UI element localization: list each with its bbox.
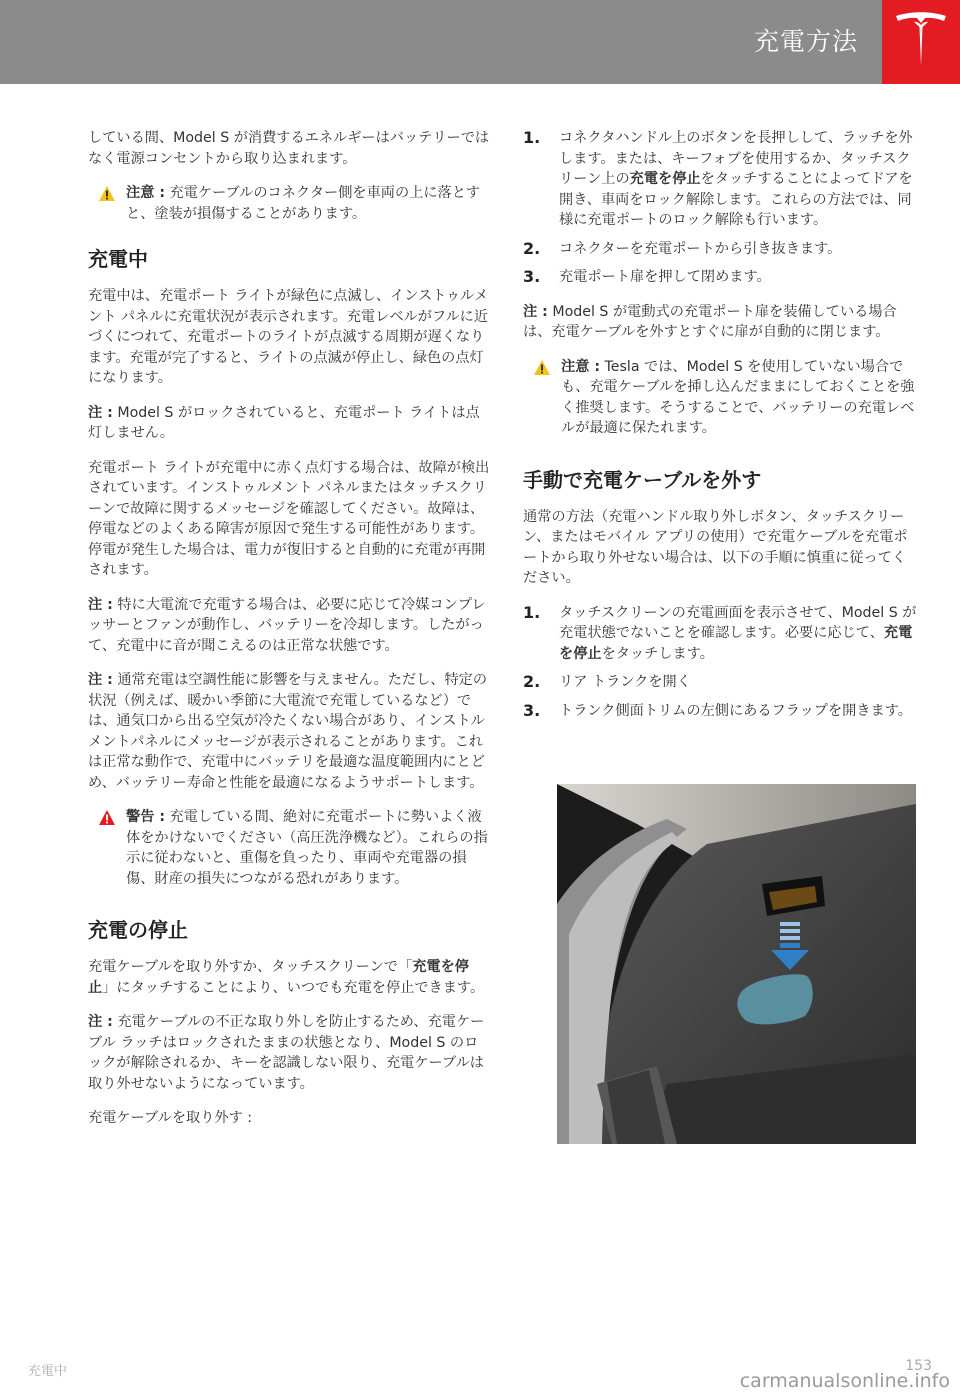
note-text: Model S が電動式の充電ポート扉を装備している場合は、充電ケーブルを外すとすぐに扉が自動的に閉じます。 (523, 303, 897, 340)
list-item: 3. 充電ポート扉を押して閉めます。 (523, 267, 771, 286)
caution-text: Tesla では、Model S を使用していない場合でも、充電ケーブルを挿し込んだままにしておくことを強く推奨します。そうすることで、バッテリーの充電レベルが最適に保たれます。 (561, 358, 915, 436)
stop-charging-keyword: 充電を停止 (88, 959, 469, 996)
note-label: 注 : (523, 303, 548, 320)
caution-label: 注意 : (561, 358, 600, 375)
list-item: 2. コネクターを充電ポートから引き抜きます。 (523, 238, 842, 258)
note-paragraph (88, 595, 490, 657)
list-item: 2. リア トランクを開く (523, 672, 691, 691)
watermark: carmanualsonline.info (739, 1370, 950, 1392)
caution-text: 充電ケーブルのコネクター側を車両の上に落とすと、塗装が損傷することがあります。 (126, 185, 481, 222)
note-paragraph (88, 403, 490, 444)
page-header (0, 0, 960, 84)
stop-charging-paragraph: 充電ケーブルを取り外すか、タッチスクリーンで「充電を停止」にタッチすることにより、いつでも充電を停止できます。 (88, 959, 485, 996)
list-item: 1. タッチスクリーンの充電画面を表示させて、Model S が充電状態でないことを確認します。必要に応じて、充電を停止をタッチします。 (523, 602, 917, 662)
charging-paragraph: 充電中は、充電ポート ライトが緑色に点滅し、インストゥルメント パネルに充電状況が表示されます。充電レベルがフルに近づくにつれて、充電ポートのライトが点滅する周期が遅くなります。充電が完了すると、ライトの点滅が停止し、緑色の点灯になります。 (88, 288, 489, 386)
note-label: 注 : (88, 596, 113, 613)
trunk-interior-illustration (557, 784, 916, 1144)
remove-cable-label: 充電ケーブルを取り外す : (88, 1110, 253, 1126)
caution-callout (523, 357, 918, 439)
stop-charging-keyword: 充電を停止 (629, 171, 701, 187)
tesla-logo-icon (893, 12, 949, 72)
caution-triangle-icon (98, 185, 116, 202)
manual-release-steps (523, 603, 918, 722)
page-number: 153 (905, 1358, 932, 1374)
brand-logo (882, 0, 960, 84)
warning-triangle-icon (98, 809, 116, 826)
remove-cable-steps (523, 128, 918, 288)
intro-paragraph: している間、Model S が消費するエネルギーはバッテリーではなく電源コンセントから取り込まれます。 (88, 130, 490, 167)
list-item: 1. コネクタハンドル上のボタンを長押しして、ラッチを外します。または、キーフォブを使用するか、タッチスクリーン上の充電を停止をタッチすることによってドアを開き、車両をロック解除します。これらの方法では、同様に充電ポートのロック解除も行います。 (523, 128, 913, 228)
right-column (523, 128, 918, 735)
caution-label: 注意 : (126, 185, 165, 201)
note-label: 注 : (88, 672, 113, 688)
charging-fault-paragraph: 充電ポート ライトが充電中に赤く点灯する場合は、故障が検出されています。インストゥルメント パネルまたはタッチスクリーンで故障に関するメッセージを確認してください。故障は、停電などのよくある障害が原因で発生する可能性があります。停電が発生した場合は、電力が復旧すると自動的に充電が再開されます。 (88, 459, 490, 578)
note-label: 注 : (88, 404, 113, 421)
warning-callout (88, 807, 490, 889)
note-text: Model S がロックされていると、充電ポート ライトは点灯しません。 (88, 404, 480, 441)
caution-triangle-icon (533, 359, 551, 376)
warning-text: 充電している間、絶対に充電ポートに勢いよく液体をかけないでください（高圧洗浄機など）。これらの指示に従わないと、重傷を負ったり、車両や充電器の損傷、財産の損失につながる恐れがあります。 (126, 809, 488, 887)
note-text: 特に大電流で充電する場合は、必要に応じて冷媒コンプレッサーとファンが動作し、バッテリーを冷却します。したがって、充電中に音が聞こえるのは正常な状態です。 (88, 596, 486, 654)
note-label: 注 : (88, 1014, 113, 1030)
caution-callout (88, 183, 490, 224)
note-text: 充電ケーブルの不正な取り外しを防止するため、充電ケーブル ラッチはロックされたままの状態となり、Model S のロックが解除されるか、キーを認識しない限り、充電ケーブルは取り外せないようになっています。 (88, 1014, 485, 1092)
note-text: 通常充電は空調性能に影響を与えません。ただし、特定の状況（例えば、暖かい季節に大電流で充電しているなど）では、通気口から出る空気が冷たくない場合があり、インストルメントパネルにメッセージが表示されることがあります。これは正常な動作で、充電中にバッテリを最適な温度範囲内にとどめ、バッテリー寿命と性能を最適になるようサポートします。 (88, 672, 488, 791)
list-item: 3. トランク側面トリムの左側にあるフラップを開きます。 (523, 700, 912, 720)
note-paragraph (88, 670, 490, 793)
warning-label: 警告 : (126, 809, 165, 825)
note-paragraph (88, 1012, 490, 1094)
note-paragraph (523, 302, 918, 343)
heading-charging: 充電中 (88, 247, 148, 271)
heading-manual-release: 手動で充電ケーブルを外す (523, 467, 762, 492)
footer-section-label: 充電中 (28, 1364, 68, 1379)
trunk-flap-photo (557, 784, 916, 1144)
manual-release-paragraph: 通常の方法（充電ハンドル取り外しボタン、タッチスクリーン、またはモバイル アプリの使用）で充電ケーブルを充電ポートから取り外せない場合は、以下の手順に慎重に従ってください。 (523, 508, 908, 586)
heading-stop-charging: 充電の停止 (88, 918, 188, 942)
page-title: 充電方法 (753, 27, 858, 56)
stop-charging-keyword: 充電を停止 (559, 625, 913, 662)
left-column (88, 128, 490, 1143)
